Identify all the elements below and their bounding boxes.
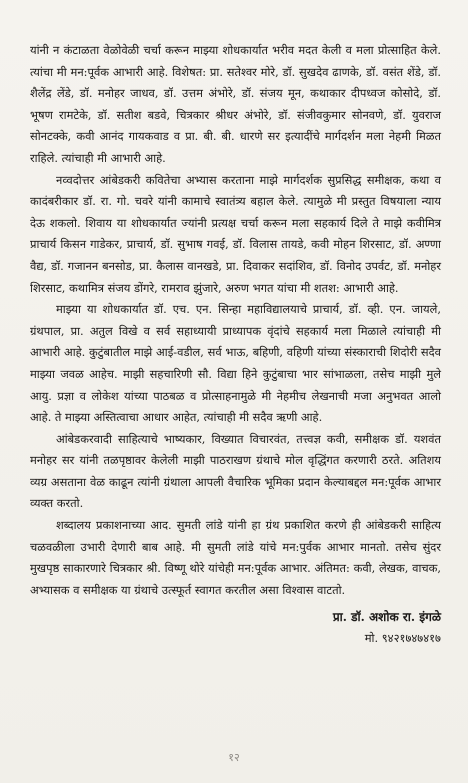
page-number: १२	[228, 751, 240, 764]
author-signature: प्रा. डॉ. अशोक रा. इंगळे	[332, 610, 441, 625]
paragraph-4: आंबेडकरवादी साहित्याचे भाष्यकार, विख्यात विचारवंत, तत्त्वज्ञ कवी, समीक्षक डॉ. यशवंत मनोहर सर यांनी तळपृष्ठावर केलेली माझी पाठराखण ग्रंथाचे मोल वृद्धिंगत करणारी ठरते. अतिशय व्यग्र असताना वेळ काढून त्यांनी ग्रंथाला आपली वैचारिक भूमिका प्रदान केल्याबद्दल मन:पूर्वक आभार व्यक्त करतो.	[30, 431, 441, 511]
author-phone: मो. ९४२१७४७४१७	[364, 631, 441, 646]
paragraph-2: नव्वदोत्तर आंबेडकरी कवितेचा अभ्यास करताना माझे मार्गदर्शक सुप्रसिद्ध समीक्षक, कथा व कादंबरीकार डॉ. रा. गो. चवरे यांनी कामाचे स्वातंत्र्य बहाल केले. त्यामुळे मी प्रस्तुत विषयाला न्याय देऊ शकलो. शिवाय या शोधकार्यात ज्यांनी प्रत्यक्ष चर्चा करून मला सहकार्य दिले ते माझे कवीमित्र प्राचार्य किसन गाडेकर, प्राचार्य, डॉ. सुभाष गवई, डॉ. विलास तायडे, कवी मोहन शिरसाट, डॉ. अण्णा वैद्य, डॉ. गजानन बनसोड, प्रा. कैलास वानखडे, प्रा. दिवाकर सदांशिव, डॉ. विनोद उपर्वट, डॉ. मनोहर शिरसाट, कथामित्र संजय डोंगरे, रामराव झुंजारे, अरुण भगत यांचा मी शतश: आभारी आहे.	[30, 172, 441, 295]
paragraph-1: यांनी न कंटाळता वेळोवेळी चर्चा करून माझ्या शोधकार्यात भरीव मदत केली व मला प्रोत्साहित केले. त्यांचा मी मन:पूर्वक आभारी आहे. विशेषत: प्रा. सतेश्वर मोरे, डॉ. सुखदेव ढाणके, डॉ. वसंत शेंडे, डॉ. शैलेंद्र लेंडे, डॉ. मनोहर जाधव, डॉ. उत्तम अंभोरे, डॉ. संजय मून, कथाकार दीपध्वज कोसोदे, डॉ. भूषण रामटेके, डॉ. सतीश बडवे, चित्रकार श्रीधर अंभोरे, डॉ. संजीवकुमार सोनवणे, डॉ. युवराज सोनटक्के, कवी आनंद गायकवाड व प्रा. बी. बी. धारणे सर इत्यादींचे मार्गदर्शन मला नेहमी मिळत राहिले. त्यांचाही मी आभारी आहे.	[30, 43, 441, 165]
paragraph-3: माझ्या या शोधकार्यात डॉ. एच. एन. सिन्हा महाविद्यालयाचे प्राचार्य, डॉ. व्ही. एन. जायले, ग्रंथपाल, प्रा. अतुल विखे व सर्व सहाध्यायी प्राध्यापक वृंदांचे सहकार्य मला मिळाले त्यांचाही मी आभारी आहे. कुटुंबातील माझे आई-वडील, सर्व भाऊ, बहिणी, वहिणी यांच्या संस्काराची शिदोरी सदैव माझ्या जवळ आहेच. माझी सहचारिणी सौ. विद्या हिने कुटुंबाचा भार सांभाळला, तसेच माझी मुले आयु. प्रज्ञा व लोकेश यांच्या पाठबळ व प्रोत्साहनामुळे मी नेहमीच लेखनाची मजा अनुभवत आलो आहे. ते माझ्या अस्तित्वाचा आधार आहेत, त्यांचाही मी सदैव ऋणी आहे.	[30, 302, 441, 425]
paragraph-5: शब्दालय प्रकाशनाच्या आद. सुमती लांडे यांनी हा ग्रंथ प्रकाशित करणे ही आंबेडकरी साहित्य चळवळीला उभारी देणारी बाब आहे. मी सुमती लांडे यांचे मन:पुर्वक आभार मानतो. तसेच सुंदर मुखपृष्ठ साकारणारे चित्रकार श्री. विष्णू थोरे यांचेही मन:पूर्वक आभार. अंतिमत: कवी, लेखक, वाचक, अभ्यासक व समीक्षक या ग्रंथाचे उत्स्फूर्त स्वागत करतील असा विश्वास वाटतो.	[30, 518, 441, 597]
